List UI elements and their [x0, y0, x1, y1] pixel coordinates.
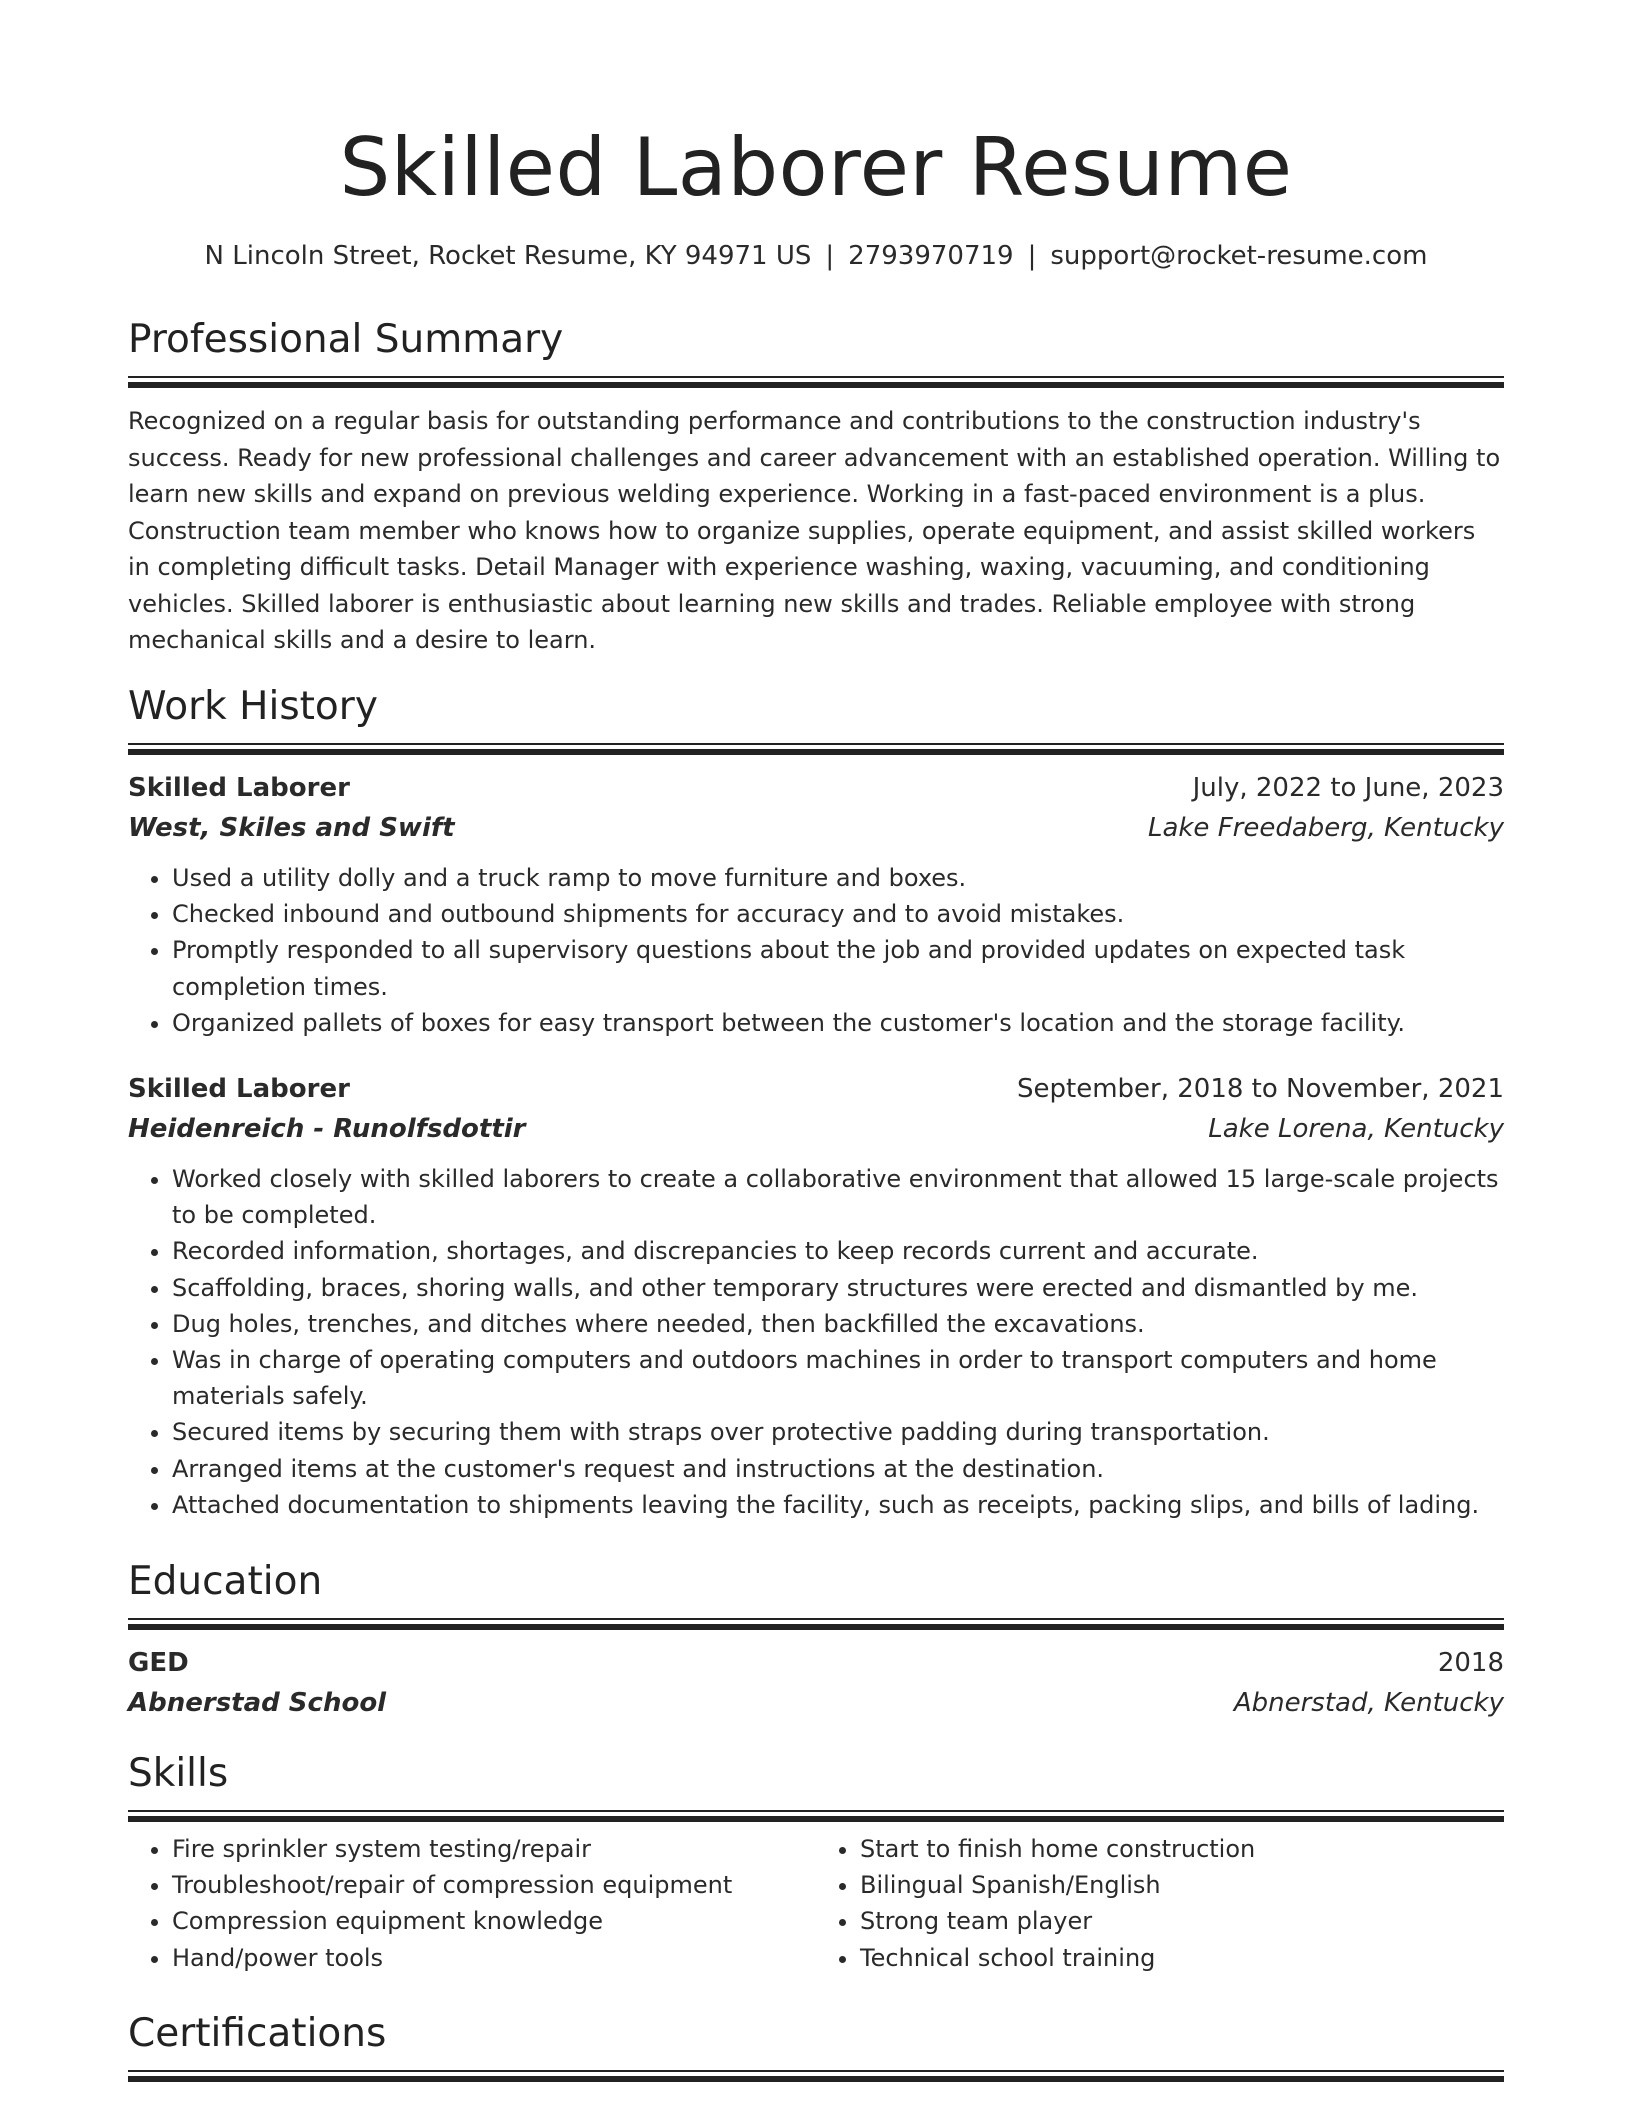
work-history-heading: Work History [128, 684, 378, 729]
list-item: • Technical school training [860, 1940, 1504, 1976]
skills-heading: Skills [128, 1751, 229, 1796]
education-degree: GED [128, 1648, 189, 1678]
job-title: Skilled Laborer [128, 773, 350, 803]
section-divider [128, 376, 1504, 389]
job-header-row [128, 768, 1504, 808]
education-section [128, 1556, 1504, 1723]
certifications-heading: Certifications [128, 2011, 387, 2056]
skills-section [128, 1748, 1504, 1976]
education-year: 2018 [1437, 1648, 1504, 1678]
section-divider [128, 1810, 1504, 1823]
summary-heading: Professional Summary [128, 317, 564, 362]
contact-separator: | [1027, 241, 1037, 271]
list-item: • Promptly responded to all supervisory questions about the job and provided updates on expected task completion times. [172, 932, 1504, 1004]
job-org-row [128, 808, 1504, 848]
education-school: Abnerstad School [128, 1688, 387, 1718]
resume-title: Skilled Laborer Resume [339, 121, 1293, 214]
summary-text: Recognized on a regular basis for outstanding performance and contributions to the construction industry's success. Ready for new professional challenges and career advancement with an established operation. Willing to learn new skills and expand on previous welding experience. Working in a fast-paced environment is a plus. Construction team member who knows how to organize supplies, operate equipment, and assist skilled workers in completing difficult tasks. Detail Manager with experience washing, waxing, vacuuming, and conditioning vehicles. Skilled laborer is enthusiastic about learning new skills and trades. Reliable employee with strong mechanical skills and a desire to learn. [128, 407, 1501, 654]
contact-phone[interactable]: 2793970719 [848, 241, 1014, 271]
job-dates: July, 2022 to June, 2023 [1192, 773, 1504, 803]
education-header-row [128, 1643, 1504, 1683]
job-entry [128, 768, 1504, 1041]
list-item: • Start to finish home construction [860, 1831, 1504, 1867]
job-location: Lake Freedaberg, Kentucky [1147, 813, 1504, 843]
list-item: • Bilingual Spanish/English [860, 1867, 1504, 1903]
job-title: Skilled Laborer [128, 1074, 350, 1105]
skills-columns [128, 1831, 1504, 1976]
contact-separator: | [825, 241, 835, 271]
skills-list-left [128, 1831, 816, 1976]
job-org-row [128, 1109, 1504, 1149]
skills-list-right [816, 1831, 1504, 1976]
job-company: West, Skiles and Swift [128, 813, 455, 843]
list-item: • Used a utility dolly and a truck ramp to move furniture and boxes. [172, 860, 1504, 896]
list-item: • Compression equipment knowledge [172, 1903, 816, 1939]
list-item: • Attached documentation to shipments leaving the facility, such as receipts, packing slips, and bills of lading. [172, 1487, 1504, 1523]
list-item: • Recorded information, shortages, and discrepancies to keep records current and accurate. [172, 1233, 1504, 1269]
summary-section [128, 314, 1504, 659]
job-bullets [128, 1161, 1504, 1523]
certifications-section [128, 2008, 1504, 2083]
section-divider [128, 743, 1504, 756]
job-bullets [128, 860, 1504, 1041]
list-item: • Was in charge of operating computers and outdoors machines in order to transport computers and home materials safely. [172, 1342, 1504, 1414]
list-item: • Hand/power tools [172, 1940, 816, 1976]
list-item: • Checked inbound and outbound shipments for accuracy and to avoid mistakes. [172, 896, 1504, 932]
list-item: • Organized pallets of boxes for easy transport between the customer's location and the storage facility. [172, 1005, 1504, 1041]
list-item: • Dug holes, trenches, and ditches where needed, then backfilled the excavations. [172, 1306, 1504, 1342]
education-entry [128, 1643, 1504, 1723]
section-divider [128, 2070, 1504, 2083]
education-location: Abnerstad, Kentucky [1233, 1688, 1504, 1718]
contact-address: N Lincoln Street, Rocket Resume, KY 94971 US [204, 241, 812, 271]
work-history-section [128, 681, 1504, 1523]
list-item: • Scaffolding, braces, shoring walls, and other temporary structures were erected and dismantled by me. [172, 1270, 1504, 1306]
list-item: • Strong team player [860, 1903, 1504, 1939]
list-item: • Arranged items at the customer's request and instructions at the destination. [172, 1451, 1504, 1487]
contact-line [128, 236, 1504, 276]
list-item: • Secured items by securing them with straps over protective padding during transportation. [172, 1414, 1504, 1450]
job-company: Heidenreich - Runolfsdottir [128, 1114, 526, 1145]
list-item: • Worked closely with skilled laborers to create a collaborative environment that allowed 15 large-scale projects to be completed. [172, 1161, 1504, 1233]
section-divider [128, 1618, 1504, 1631]
job-entry [128, 1069, 1504, 1523]
job-header-row [128, 1069, 1504, 1109]
contact-email[interactable]: support@rocket-resume.com [1050, 241, 1428, 271]
job-dates: September, 2018 to November, 2021 [1017, 1074, 1504, 1105]
education-heading: Education [128, 1559, 323, 1604]
list-item: • Troubleshoot/repair of compression equipment [172, 1867, 816, 1903]
job-location: Lake Lorena, Kentucky [1208, 1114, 1504, 1145]
education-org-row [128, 1683, 1504, 1723]
list-item: • Fire sprinkler system testing/repair [172, 1831, 816, 1867]
